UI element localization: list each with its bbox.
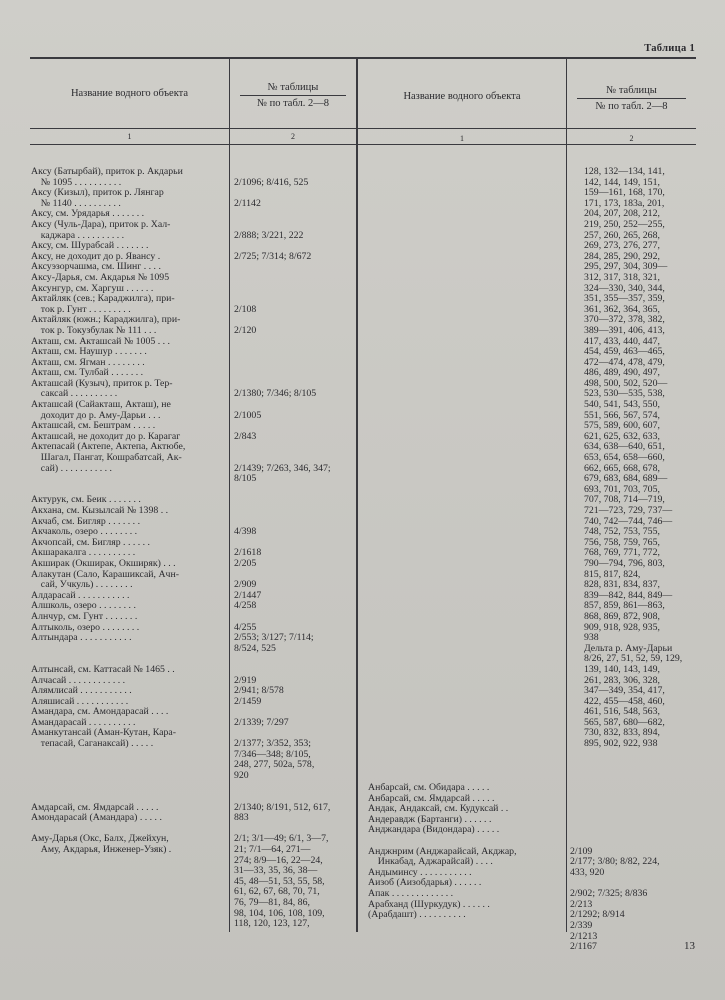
right-upper-column xyxy=(584,167,696,750)
entry-table-line: 575, 589, 600, 607, xyxy=(584,420,660,432)
entry-name-line xyxy=(31,898,228,909)
entry-name-line: Андыминсу . . . . . . . . . . . xyxy=(368,866,472,878)
entry-table-line: 693, 701, 703, 705, xyxy=(584,483,660,495)
entry-table-line: 2/1618 xyxy=(234,547,262,559)
entry-name-line xyxy=(31,760,228,771)
entry-table-line: 790—794, 796, 803, xyxy=(584,557,665,569)
entry-name-line: Анджнрим (Анджарайсай, Акджар, xyxy=(368,845,517,857)
entry-name-line: тепасай, Саганаксай) . . . . . xyxy=(31,738,154,750)
entry-table-line xyxy=(234,337,354,348)
entry-table-line: 274; 8/9—16, 22—24, xyxy=(234,854,323,866)
entry-table-line: 351, 355—357, 359, xyxy=(584,293,665,305)
entry-table-line: 523, 530—535, 538, xyxy=(584,388,665,400)
column-divider-center xyxy=(356,59,358,932)
header-sub-rule-left xyxy=(240,95,346,96)
entry-name-line xyxy=(31,781,228,792)
entry-table-line: 2/909 xyxy=(234,579,257,591)
entry-table-line: 2/109 xyxy=(570,845,593,857)
entry-table-line xyxy=(234,167,354,178)
entry-table-line xyxy=(234,485,354,496)
entry-table-line: 4/258 xyxy=(234,600,257,612)
entry-table-line: 565, 587, 680—682, xyxy=(584,716,665,728)
entry-table-line: 422, 455—458, 460, xyxy=(584,695,665,707)
colnum-left-1: 1 xyxy=(127,132,132,141)
entry-name-line xyxy=(31,909,228,920)
entry-name-line: Аизоб (Аизобдарья) . . . . . . xyxy=(368,877,482,889)
entry-table-line: 721—723, 729, 737— xyxy=(584,505,673,516)
entry-name-line: Андеравдж (Бартанги) . . . . . . xyxy=(368,813,492,825)
entry-table-line: 2/120 xyxy=(234,324,257,336)
entry-name-line: Актепасай (Актепе, Актепа, Актюбе, xyxy=(31,441,186,453)
entry-name-line xyxy=(31,940,228,951)
entry-name-line: Аксунгур, см. Харгуш . . . . . . xyxy=(31,282,154,294)
entry-table-line xyxy=(234,781,354,792)
entry-table-line: 2/1380; 7/346; 8/105 xyxy=(234,388,317,400)
entry-name-line: доходит до р. Аму-Дарьи . . . xyxy=(31,409,161,421)
entry-table-line: 2/1; 3/1—49; 6/1, 3—7, xyxy=(234,833,329,845)
entry-table-line: 433, 920 xyxy=(570,866,605,878)
entry-table-line: 2/1292; 8/914 xyxy=(570,909,625,921)
entry-table-line: 2/339 xyxy=(570,919,593,931)
entry-table-line: 257, 260, 265, 268, xyxy=(584,229,660,241)
page-number: 13 xyxy=(684,940,695,952)
entry-table-line: 2/1005 xyxy=(234,409,262,421)
entry-table-line: 8/26, 27, 51, 52, 59, 129, xyxy=(584,653,683,665)
entry-name-line: Акчаколь, озеро . . . . . . . . xyxy=(31,526,138,538)
entry-name-line: Анджандара (Видондара) . . . . . xyxy=(368,824,500,836)
table-title: Таблица 1 xyxy=(644,43,695,54)
entry-table-line: 2/213 xyxy=(570,898,593,910)
entry-table-line: 4/255 xyxy=(234,621,257,633)
entry-table-line: 857, 859, 861—863, xyxy=(584,600,665,612)
entry-name-line: Алдарасай . . . . . . . . . . . xyxy=(31,589,130,601)
top-rule xyxy=(30,57,696,59)
entry-table-line: 2/1340; 8/191, 512, 617, xyxy=(234,801,331,813)
entry-table-line: 498, 500, 502, 520— xyxy=(584,377,668,389)
header-name-left: Название водного объекта xyxy=(70,88,189,99)
entry-name-line xyxy=(31,474,228,485)
entry-name-line: Анбарсай, см. Обидара . . . . . xyxy=(368,783,490,793)
entry-name-line: Андак, Андаксай, см. Кудуксай . . xyxy=(368,803,509,815)
entry-table-line: 551, 566, 567, 574, xyxy=(584,409,660,421)
entry-table-line: 7/346—348; 8/105, xyxy=(234,748,311,760)
entry-table-line xyxy=(234,273,354,284)
entry-table-line xyxy=(234,665,354,676)
entry-name-line: Аму-Дарья (Окс, Балх, Джейхун, xyxy=(31,833,169,845)
entry-table-line: 909, 918, 928, 935, xyxy=(584,621,660,633)
header-rule xyxy=(30,128,696,129)
entry-table-line xyxy=(234,262,354,273)
entry-table-line: 2/1096; 8/416, 525 xyxy=(234,176,309,188)
entry-table-line: 707, 708, 714—719, xyxy=(584,494,665,506)
entry-name-line: Акташ, см. Наушур . . . . . . . xyxy=(31,346,147,358)
entry-name-line: Аму, Акдарья, Инженер-Узяк) . xyxy=(31,844,172,855)
entry-table-line: 2/1142 xyxy=(234,197,261,209)
entry-name-line: Алшколь, озеро . . . . . . . . xyxy=(31,600,136,612)
entry-table-line: 4/398 xyxy=(234,526,257,538)
entry-name-line: Апак . . . . . . . . . . . . . xyxy=(368,887,454,899)
colnum-rule xyxy=(30,144,696,145)
entry-name-line: Акташсай (Кузыч), приток р. Тер- xyxy=(31,377,173,389)
entry-table-line xyxy=(234,654,354,665)
entry-table-line: 2/1167 xyxy=(570,941,597,953)
entry-table-line xyxy=(570,815,696,826)
entry-name-line: Актурук, см. Беик . . . . . . . xyxy=(31,494,141,506)
entry-table-line: 756, 758, 759, 765, xyxy=(584,536,660,548)
entry-name-line: Арабханд (Шуркудук) . . . . . . xyxy=(368,898,490,910)
entry-name-line: Акташ, см. Тулбай . . . . . . . xyxy=(31,367,144,379)
entry-table-line: 2/919 xyxy=(234,674,257,686)
entry-name-line: Аксу-Дарья, см. Акдарья № 1095 xyxy=(31,271,170,283)
entry-name-line: № 1095 . . . . . . . . . . xyxy=(31,176,122,188)
entry-table-line: 324—330, 340, 344, xyxy=(584,282,665,294)
entry-table-line: 730, 832, 833, 894, xyxy=(584,727,660,739)
colnum-left-2: 2 xyxy=(291,132,295,141)
entry-name-line: Аксу (Кизыл), приток р. Лянгар xyxy=(31,187,164,199)
entry-table-line: 828, 831, 834, 837, xyxy=(584,579,660,591)
column-divider-3 xyxy=(566,59,567,932)
entry-table-line: 662, 665, 668, 678, xyxy=(584,462,660,474)
entry-table-line: 269, 273, 276, 277, xyxy=(584,240,660,252)
colnum-right-1: 1 xyxy=(460,134,464,143)
entry-table-line xyxy=(234,506,354,517)
entry-table-line: 2/1339; 7/297 xyxy=(234,716,289,728)
entry-name-line xyxy=(31,750,228,761)
entry-table-line xyxy=(234,612,354,623)
entry-name-line: (Арабдашт) . . . . . . . . . . xyxy=(368,909,466,921)
entry-name-line: Акчаб, см. Бигляр . . . . . . . xyxy=(31,515,141,527)
entry-table-line: 815, 817, 824, xyxy=(584,568,641,580)
entry-table-line: 2/941; 8/578 xyxy=(234,685,284,697)
header-sub-rule-right xyxy=(577,98,686,99)
entry-table-line: 454, 459, 463—465, xyxy=(584,346,665,358)
entry-table-line: 370—372, 378, 382, xyxy=(584,314,665,326)
entry-name-line: Актайляк (сев.; Караджилга), при- xyxy=(31,293,175,305)
entry-table-line: 2/1377; 3/352, 353; xyxy=(234,738,312,750)
entry-name-line: Аксу, см. Шурабсай . . . . . . . xyxy=(31,240,149,252)
entry-name-line: Акташ, см. Ягман . . . . . . . . xyxy=(31,356,145,368)
entry-table-line: 21; 7/1—64, 271— xyxy=(234,844,311,855)
entry-table-line: 938 xyxy=(584,632,599,644)
entry-table-line xyxy=(234,220,354,231)
entry-table-line: 748, 752, 753, 755, xyxy=(584,526,660,538)
entry-name-line: ток р. Токузбулак № 111 . . . xyxy=(31,324,157,336)
entry-name-line: Амондарасай (Амандара) . . . . . xyxy=(31,812,162,824)
header-table-right-bottom: № по табл. 2—8 xyxy=(595,101,668,112)
entry-name-line: Аксу (Чуль-Дара), приток р. Хал- xyxy=(31,218,171,230)
entry-table-line: 2/888; 3/221, 222 xyxy=(234,229,304,241)
entry-name-line: Акташсай (Сайакташ, Акташ), не xyxy=(31,399,171,411)
entry-table-line: 61, 62, 67, 68, 70, 71, xyxy=(234,886,320,898)
entry-name-line xyxy=(31,644,228,655)
entry-table-line: 45, 48—51, 53, 55, 58, xyxy=(234,875,325,887)
entry-table-line: 118, 120, 123, 127, xyxy=(234,918,310,930)
entry-table-line: 653, 654, 658—660, xyxy=(584,452,665,464)
header-name-right: Название водного объекта xyxy=(403,91,521,102)
entry-name-line: Аксуэзорчашма, см. Шинг . . . . xyxy=(31,261,161,273)
entry-table-line: Дельта р. Аму-Дарьи xyxy=(584,642,673,654)
entry-table-line: 868, 869, 872, 908, xyxy=(584,610,660,622)
entry-table-line: 2/553; 3/127; 7/114; xyxy=(234,632,314,644)
entry-table-line: 621, 625, 632, 633, xyxy=(584,430,660,442)
entry-name-line: Алямлисай . . . . . . . . . . . xyxy=(31,685,132,697)
entry-name-line xyxy=(31,856,228,867)
entry-table-line: 2/843 xyxy=(234,430,257,442)
colnum-right-2: 2 xyxy=(629,134,634,143)
entry-table-line: 2/205 xyxy=(234,557,257,569)
entry-table-line xyxy=(234,358,354,369)
entry-table-line: 261, 283, 306, 328, xyxy=(584,674,660,686)
entry-table-line: 2/108 xyxy=(234,303,257,315)
entry-name-line: Амандарасай . . . . . . . . . . xyxy=(31,716,136,728)
entry-name-line: саксай . . . . . . . . . . xyxy=(31,388,118,400)
entry-table-line xyxy=(234,284,354,295)
entry-table-line: 740, 742—744, 746— xyxy=(584,515,673,527)
entry-table-line: 883 xyxy=(234,812,249,824)
entry-name-line: Шагал, Пангат, Кошрабатсай, Ак- xyxy=(31,452,182,464)
entry-table-line: 486, 489, 490, 497, xyxy=(584,367,660,379)
entry-table-line: 461, 516, 548, 563, xyxy=(584,706,660,718)
entry-table-line: 2/1439; 7/263, 346, 347; xyxy=(234,462,331,474)
left-tables-column xyxy=(234,167,354,930)
entry-table-line: 31—33, 35, 36, 38— xyxy=(234,865,318,877)
entry-name-line: Аксу (Батырбай), приток р. Акдарьи xyxy=(31,167,183,177)
entry-table-line: 768, 769, 771, 772, xyxy=(584,547,660,559)
entry-table-line: 159—161, 168, 170, xyxy=(584,187,665,199)
entry-table-line: 347—349, 354, 417, xyxy=(584,685,665,697)
entry-name-line: каджара . . . . . . . . . . xyxy=(31,229,125,241)
right-tables-column xyxy=(570,815,696,953)
entry-table-line: 204, 207, 208, 212, xyxy=(584,208,660,220)
entry-table-line: 2/1213 xyxy=(570,930,598,942)
entry-table-line: 139, 140, 143, 149, xyxy=(584,663,660,675)
entry-table-line xyxy=(234,442,354,453)
entry-name-line xyxy=(31,951,228,962)
entry-name-line xyxy=(31,877,228,888)
entry-table-line xyxy=(570,826,696,837)
entry-name-line xyxy=(31,771,228,782)
entry-name-line: Алчасай . . . . . . . . . . . . xyxy=(31,674,126,686)
entry-name-line: Акширак (Окширак, Окширяк) . . . xyxy=(31,557,176,569)
entry-table-line: 76, 79—81, 84, 86, xyxy=(234,896,310,908)
entry-table-line: 295, 297, 304, 309— xyxy=(584,261,668,273)
entry-name-line: Инкабад, Аджарайсай) . . . . xyxy=(368,856,493,868)
entry-name-line xyxy=(31,887,228,898)
entry-name-line xyxy=(31,919,228,930)
entry-table-line xyxy=(234,209,354,220)
entry-table-line: 634, 638—640, 651, xyxy=(584,441,665,453)
entry-table-line: 895, 902, 922, 938 xyxy=(584,738,658,750)
entry-name-line: Амдарсай, см. Ямдарсай . . . . . xyxy=(31,801,159,813)
entry-table-line: 312, 317, 318, 321, xyxy=(584,271,660,283)
entry-table-line: 389—391, 406, 413, xyxy=(584,324,665,336)
entry-name-line: Анбарсай, см. Ямдарсай . . . . . xyxy=(368,792,495,804)
entry-table-line xyxy=(234,495,354,506)
entry-name-line xyxy=(31,930,228,941)
entry-name-line: Актайляк (южн.; Караджилга), при- xyxy=(31,314,181,326)
entry-table-line: 679, 683, 684, 689— xyxy=(584,473,668,485)
entry-name-line: сай) . . . . . . . . . . . xyxy=(31,462,113,474)
column-divider-1 xyxy=(229,59,230,932)
entry-table-line: 417, 433, 440, 447, xyxy=(584,335,660,347)
entry-table-line: 284, 285, 290, 292, xyxy=(584,250,660,262)
entry-name-line: № 1140 . . . . . . . . . . xyxy=(31,197,121,209)
entry-name-line: Акшаракалга . . . . . . . . . . xyxy=(31,547,136,559)
header-table-right-top: № таблицы xyxy=(606,85,657,96)
entry-table-line: 248, 277, 502a, 578, xyxy=(234,759,315,771)
entry-name-line: Алнчур, см. Гунт . . . . . . . xyxy=(31,610,138,622)
entry-name-line: Аксу, не доходит до р. Явансу . xyxy=(31,250,161,262)
entry-table-line: 98, 104, 106, 108, 109, xyxy=(234,907,325,919)
entry-name-line: Аксу, см. Урядарья . . . . . . . xyxy=(31,208,145,220)
entry-name-line: Акчопсай, см. Бигляр . . . . . . xyxy=(31,536,150,548)
entry-table-line xyxy=(234,347,354,358)
entry-table-line: 2/177; 3/80; 8/82, 224, xyxy=(570,856,660,868)
entry-table-line: 2/1447 xyxy=(234,589,262,601)
entry-table-line: 472—474, 478, 479, xyxy=(584,356,665,368)
entry-name-line: ток р. Гунт . . . . . . . . . xyxy=(31,303,131,315)
entry-table-line: 2/725; 7/314; 8/672 xyxy=(234,250,312,262)
entry-name-line xyxy=(368,836,564,847)
entry-name-line xyxy=(31,866,228,877)
entry-table-line: 2/1459 xyxy=(234,695,262,707)
entry-name-line: Акхана, см. Кызылсай № 1398 . . xyxy=(31,505,169,516)
entry-table-line: 142, 144, 149, 151, xyxy=(584,176,660,188)
entry-name-line: Акташ, см. Акташсай № 1005 . . . xyxy=(31,335,170,347)
entry-table-line: 219, 250, 252—255, xyxy=(584,218,665,230)
entry-table-line: 171, 173, 183a, 201, xyxy=(584,197,665,209)
entry-name-line: Аляшисай . . . . . . . . . . . xyxy=(31,695,129,707)
right-names-column xyxy=(368,783,564,921)
entry-table-line: 8/105 xyxy=(234,473,257,485)
entry-table-line: 920 xyxy=(234,769,249,781)
entry-name-line: Аманкутансай (Аман-Кутан, Кара- xyxy=(31,727,176,739)
entry-name-line: Алтыколь, озеро . . . . . . . . xyxy=(31,621,140,633)
entry-table-line xyxy=(234,368,354,379)
entry-table-line: 540, 541, 543, 550, xyxy=(584,399,660,411)
entry-table-line: 361, 362, 364, 365, xyxy=(584,303,660,315)
entry-table-line: 2/902; 7/325; 8/836 xyxy=(570,888,648,900)
entry-name-line: Алтынсай, см. Каттасай № 1465 . . xyxy=(31,663,175,675)
entry-name-line: сай, Учкуль) . . . . . . . . xyxy=(31,579,133,591)
entry-name-line: Алакутан (Сало, Карашиксай, Ачн- xyxy=(31,568,179,580)
entry-name-line: Алтындара . . . . . . . . . . . xyxy=(31,632,132,644)
header-table-left-bottom: № по табл. 2—8 xyxy=(256,98,330,109)
entry-table-line: 128, 132—134, 141, xyxy=(584,167,665,177)
entry-table-line: 8/524, 525 xyxy=(234,642,276,654)
left-names-column xyxy=(31,167,228,962)
entry-name-line: Амандара, см. Амондарасай . . . . xyxy=(31,706,169,718)
header-table-left-top: № таблицы xyxy=(267,82,319,93)
entry-name-line: Акташсай, см. Бештрам . . . . . xyxy=(31,420,156,432)
entry-name-line: Акташсай, не доходит до р. Карагаг xyxy=(31,430,181,442)
entry-table-line: 839—842, 844, 849— xyxy=(584,589,673,601)
